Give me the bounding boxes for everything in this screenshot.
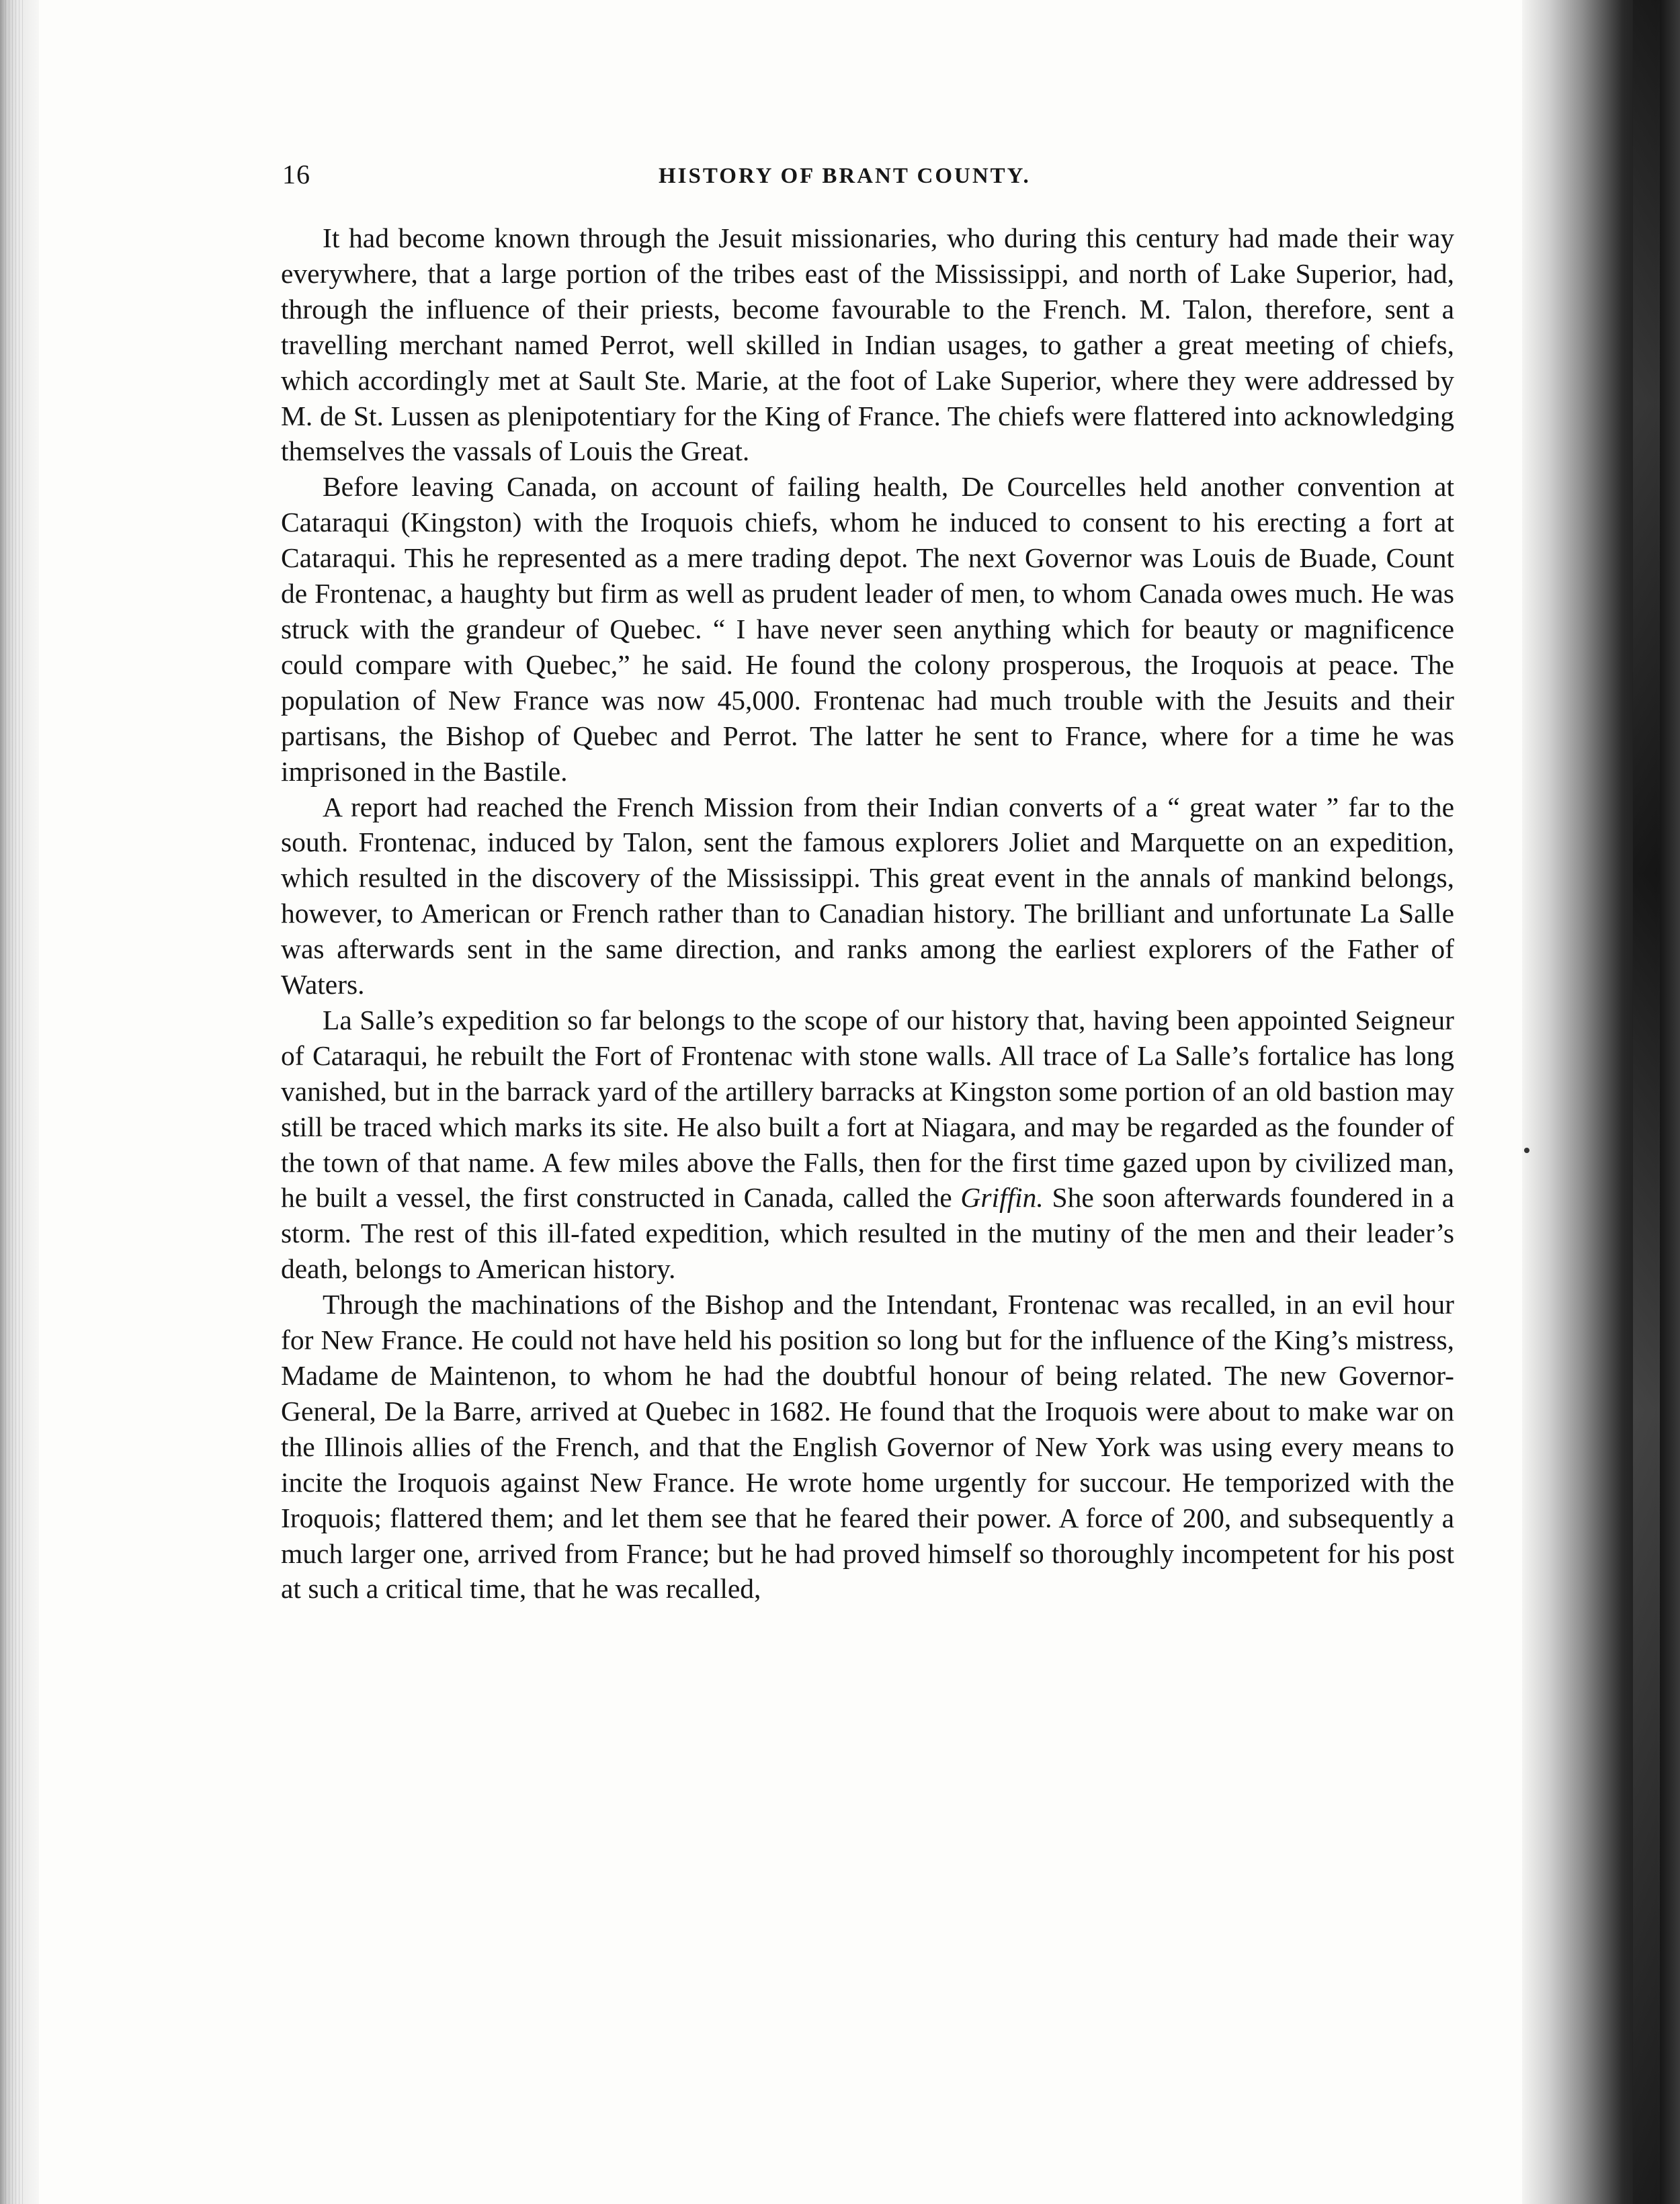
la-salle-text-end: She soon afterwards foundered in a storm. The rest of this ill-fated expedition, which resulted in the mutiny of the men and their leader’s death, belongs to American history. (281, 1182, 1454, 1285)
paragraph-jesuit-missionaries: It had become known through the Jesuit missionaries, who during this century had made their way everywhere, that a large portion of the tribes east of the Mississippi, and north of Lake Superior, had, through the influence of their priests, become favourable to the French. M. Talon, therefore, sent a travelling merchant named Perrot, well skilled in Indian usages, to gather a great meeting of chiefs, which accordingly met at Sault Ste. Marie, at the foot of Lake Superior, where they were addressed by M. de St. Lussen as plenipotentiary for the King of France. The chiefs were flattered into acknowledging themselves the vassals of Louis the Great. (281, 222, 1454, 467)
ship-name-griffin: Griffin. (960, 1182, 1044, 1214)
page-edge-stack (5, 0, 26, 2204)
la-salle-text-start: La Salle’s expedition so far belongs to the scope of our history that, having been appointed Seigneur of Cataraqui, he rebuilt the Fort of Frontenac with stone walls. All trace of La Salle’s fortalice has long vanished, but in the barrack yard of the artillery barracks at Kingston some portion of an old bastion may still be traced which marks its site. He also built a fort at Niagara, and may be regarded as the founder of the town of that name. A few miles above the Falls, then for the first time gazed upon by civilized man, he built a vessel, the first constructed in Canada, called the (281, 1004, 1454, 1214)
scan-speck (1524, 1148, 1529, 1153)
page-header (282, 156, 1452, 196)
page-number: 16 (282, 159, 310, 189)
paragraph-great-water: A report had reached the French Mission from their Indian converts of a “ great water ” far to the south. Frontenac, induced by Talon, sent the famous explorers Joliet and Marquette on an expedition, which resulted in the discovery of the Mississippi. This great event in the annals of mankind belongs, however, to American or French rather than to Canadian history. The brilliant and unfortunate La Salle was afterwards sent in the same direction, and ranks among the earliest explorers of the Father of Waters. (281, 791, 1454, 1001)
paragraph-la-salle (281, 1003, 1454, 1287)
right-dark-band (1633, 0, 1660, 2204)
body-text (281, 220, 1454, 1607)
paragraph-frontenac-recalled: Through the machinations of the Bishop and the Intendant, Frontenac was recalled, in an evil hour for New France. He could not have held his position so long but for the influence of the King’s mistress, Madame de Maintenon, to whom he had the doubtful honour of being related. The new Governor-General, De la Barre, arrived at Quebec in 1682. He found that the Iroquois were about to make war on the Illinois allies of the French, and that the English Governor of New York was using every means to incite the Iroquois against New France. He wrote home urgently for succour. He temporized with the Iroquois; flattered them; and let them see that he feared their power. A force of 200, and subsequently a much larger one, arrived from France; but he had proved himself so thoroughly incompetent for his post at such a critical time, that he was recalled, (281, 1289, 1454, 1605)
paragraph-de-courcelles: Before leaving Canada, on account of failing health, De Courcelles held another convention at Cataraqui (Kingston) with the Iroquois chiefs, whom he induced to consent to his erecting a fort at Cataraqui. This he represented as a mere trading depot. The next Governor was Louis de Buade, Count de Frontenac, a haughty but firm as well as prudent leader of men, to whom Canada owes much. He was struck with the grandeur of Quebec. “ I have never seen anything which for beauty or magnificence could compare with Quebec,” he said. He found the colony prosperous, the Iroquois at peace. The population of New France was now 45,000. Frontenac had much trouble with the Jesuits and their partisans, the Bishop of Quebec and Perrot. The latter he sent to France, where for a time he was imprisoned in the Bastile. (281, 471, 1454, 787)
running-title: HISTORY OF BRANT COUNTY. (659, 164, 1031, 188)
